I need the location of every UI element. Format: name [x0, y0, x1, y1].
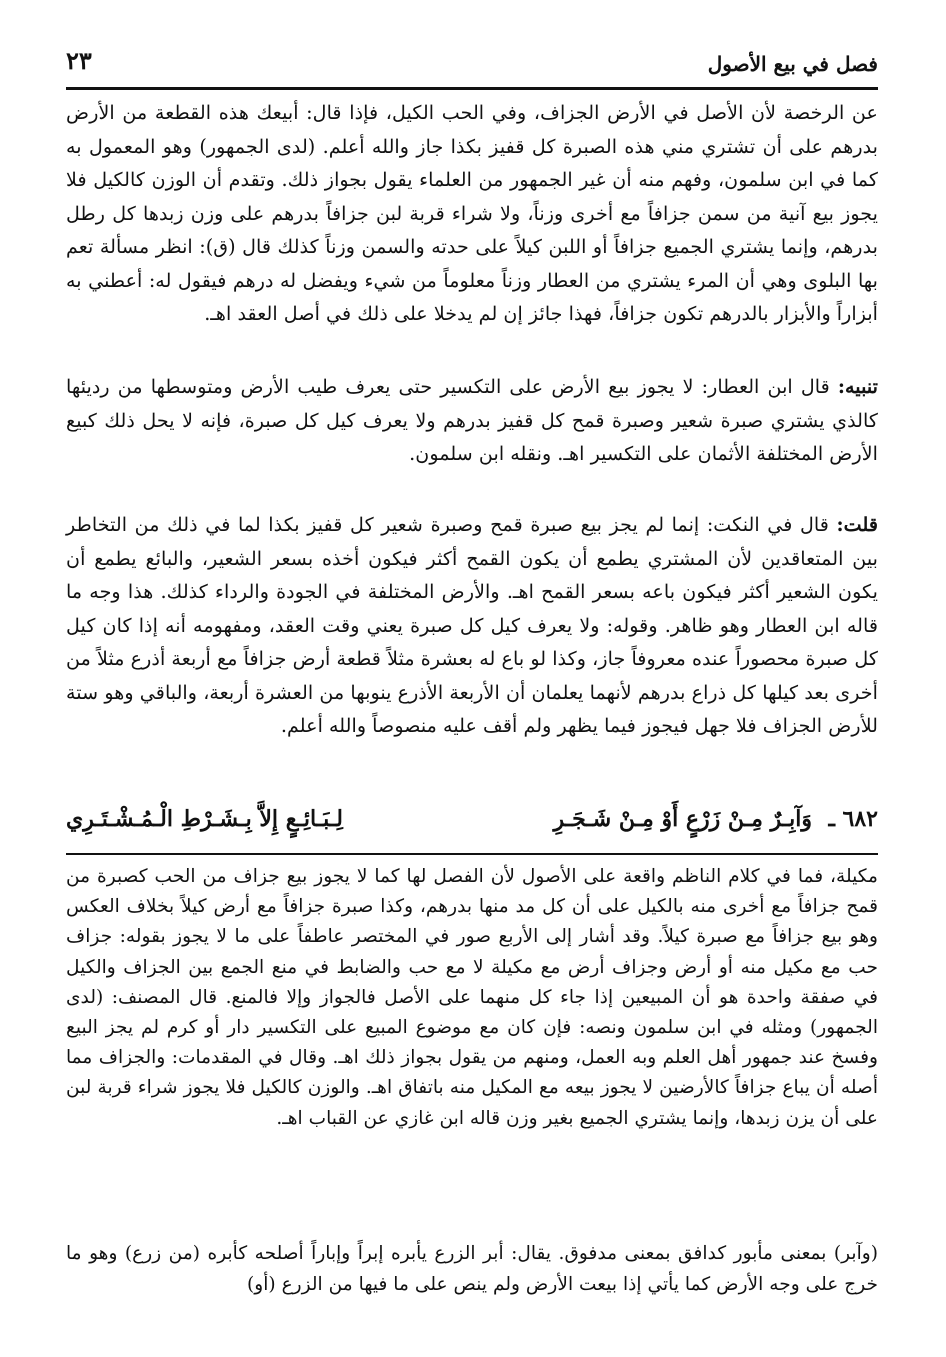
qultu-paragraph	[66, 508, 878, 743]
verse-first-hemistich: وَآبِـرٌ مِـنْ زَرْعٍ أَوْ مِـنْ شَـجَـرِ	[553, 806, 812, 832]
commentary-text: (وآبر) بمعنى مأبور كدافق بمعنى مدفوق. يقال: أبر الزرع يأبره إبراً وإباراً أصلحه كأبره (من زرع) وهو ما خرج على وجه الأرض كما يأتي إذا بيعت الأرض ولم ينص على ما فيها من الزرع (أو)	[66, 1243, 878, 1295]
poem-verse	[66, 800, 878, 844]
running-title: فصل في بيع الأصول	[707, 52, 878, 76]
qultu-text: قال في النكت: إنما لم يجز بيع صبرة قمح وصبرة شعير كل قفيز بكذا لما في ذلك من التخاطر بين المتعاقدين لأن المشتري يطمع أن يكون القمح أكثر فيكون أخذه بسعر الشعير، والبائع يطمع أن يكون الشعير أكثر فيكون باعه بسعر القمح اهـ. والأرض المختلفة في الجودة والرداء كذلك. هذا وجه ما قاله ابن العطار وهو ظاهر. وقوله: ولا يعرف كيل كل صبرة يعني وقت العقد، ومفهومه أنه إذا كان كيل كل صبرة محصوراً عنده معروفاً جاز، وكذا لو باع له بعشرة مثلاً قطعة أرض جزافاً مع أربعة أذرع مثلاً من أخرى بعد كيلها كل ذراع بدرهم لأنهما يعلمان أن الأربعة الأذرع ينوبها من العشرة أربعة، والباقي وهو ستة للأرض الجزاف فلا جهل فيجوز فيما يظهر ولم أقف عليه منصوصاً والله أعلم.	[66, 513, 878, 737]
commentary-paragraph-1	[66, 862, 878, 1134]
header-rule	[66, 87, 878, 90]
qultu-label: قلت:	[836, 513, 878, 536]
page-number: ٢٣	[66, 46, 92, 75]
main-text-paragraph-1	[66, 96, 878, 331]
section-separator	[66, 853, 878, 855]
commentary-paragraph-2	[66, 1238, 878, 1300]
tanbih-paragraph	[66, 370, 878, 471]
commentary-text: مكيلة، فما في كلام الناظم واقعة على الأصول لأن الفصل لها كما لا يجوز بيع جزاف من الحب كصبرة من قمح جزافاً مع أخرى منه بالكيل على أن كل مد منها بدرهم، وكذا صبرة جزافاً مع أرض كيلاً بخلاف العكس وهو بيع جزافاً مع صبرة كيلاً. وقد أشار إلى الأربع صور في المختصر عاطفاً على ما لا يجوز بقوله: جزاف حب مع مكيل منه أو أرض وجزاف أرض مع مكيلة لا مع حب والضابط في منع الجمع بين الجزاف والكيل في صفقة واحدة هو أن المبيعين إذا جاء كل منهما على الأصل فالجواز وإلا فالمنع. قال المصنف: (لدى الجمهور) ومثله في ابن سلمون ونصه: فإن كان مع موضوع المبيع على التكسير دار أو كرم لم يجز البيع وفسخ عند جمهور أهل العلم وبه العمل، ومنهم من يقول بجواز ذلك اهـ. وقال في المقدمات: والجزاف مما أصله أن يباع جزافاً كالأرضين لا يجوز بيعه مع المكيل منه باتفاق اهـ. والوزن كالكيل فلا يجوز شراء قربة لبن على أن يزن زبدها، وإنما يشتري الجميع بغير وزن قاله ابن غازي عن القباب اهـ.	[66, 866, 878, 1129]
paragraph-text: عن الرخصة لأن الأصل في الأرض الجزاف، وفي الحب الكيل، فإذا قال: أبيعك هذه القطعة من الأرض بدرهم على أن تشتري مني هذه الصبرة كل قفيز بكذا جاز والله أعلم. (لدى الجمهور) وهو المعمول به كما في ابن سلمون، وفهم منه أن غير الجمهور من العلماء يقول بجواز ذلك. وتقدم أن الوزن كالكيل فلا يجوز بيع آنية من سمن جزافاً مع أخرى وزناً، ولا شراء قربة لبن جزافاً بدرهم على وزن زبدها كل رطل بدرهم، وإنما يشتري الجميع جزافاً أو اللبن كيلاً على حدته والسمن وزناً كذلك قال (ق): انظر مسألة تعم بها البلوى وهي أن المرء يشتري من العطار وزناً معلوماً من شيء ويفضل له درهم فيقول له: أعطني به أبزاراً والأبزار بالدرهم تكون جزافاً، فهذا جائز إن لم يدخلا على ذلك في أصل العقد اهـ.	[66, 101, 878, 325]
tanbih-text: قال ابن العطار: لا يجوز بيع الأرض على التكسير حتى يعرف طيب الأرض ومتوسطها من رديئها كالذي يشتري صبرة شعير وصبرة قمح كل قفيز بدرهم ولا يعرف كيل كل صبرة، فإنه لا يحل ذلك كبيع الأرض المختلفة الأثمان على التكسير اهـ. ونقله ابن سلمون.	[66, 375, 878, 465]
tanbih-label: تنبيه:	[837, 375, 879, 398]
verse-second-hemistich: لِـبَـائِـعٍ إِلاَّ بِـشَـرْطِ الْـمُـشْـتَـرِي	[66, 806, 343, 832]
verse-number: ٦٨٢ ـ	[828, 806, 878, 832]
page-header	[66, 44, 878, 84]
